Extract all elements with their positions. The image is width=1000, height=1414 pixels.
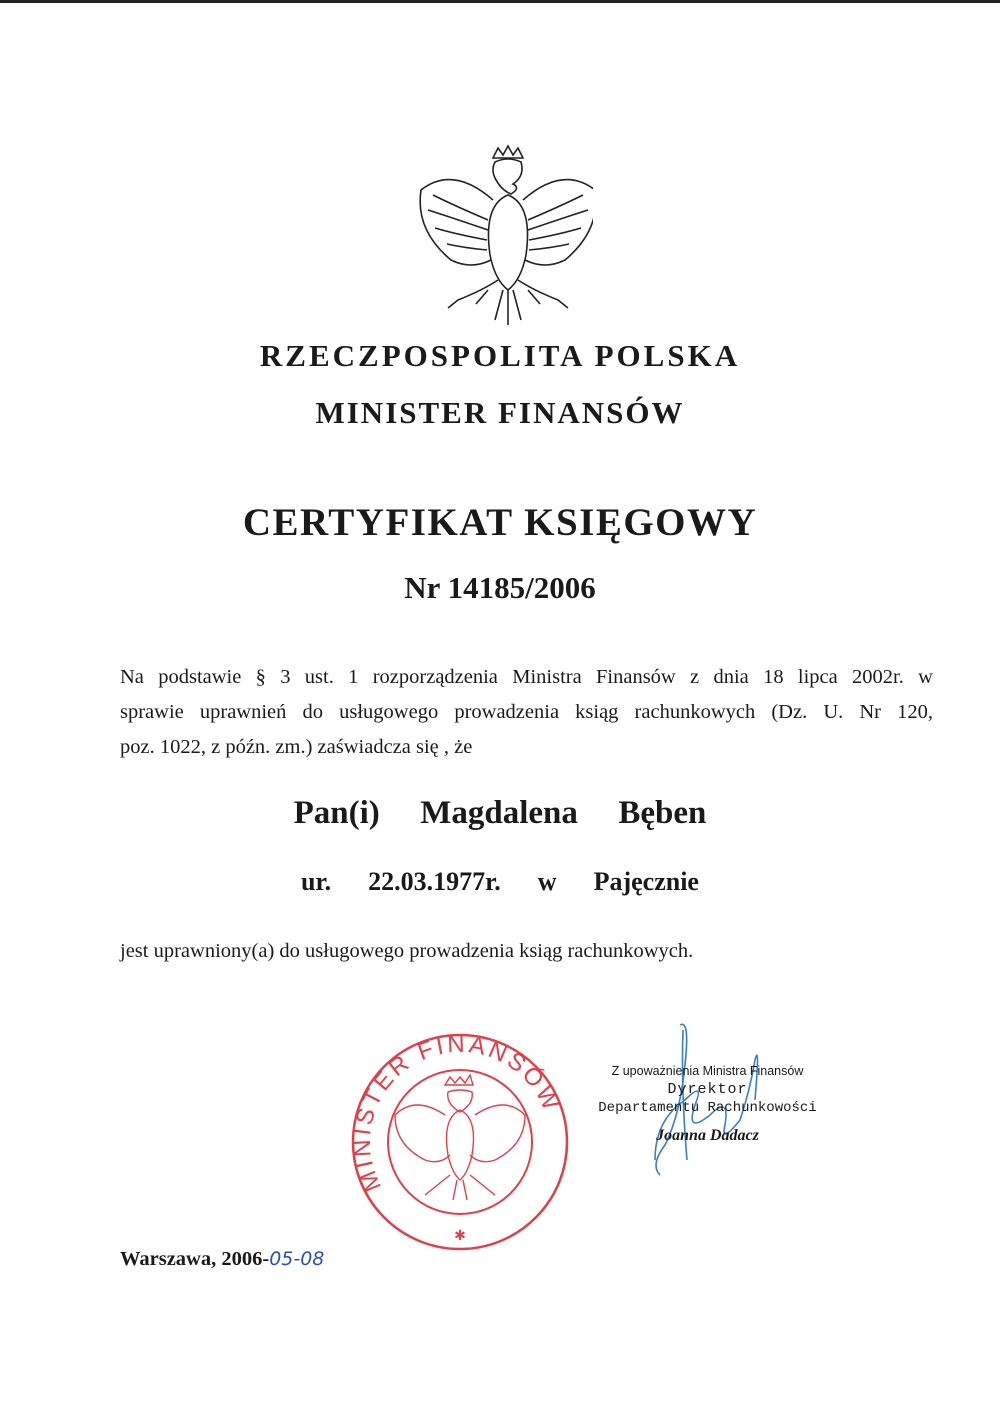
signer-position: Dyrektor: [667, 1081, 748, 1098]
signer-name: Joanna Dadacz: [656, 1127, 759, 1144]
date-handwritten: 05-08: [269, 1248, 325, 1270]
stamp-star-icon: ✱: [454, 1229, 466, 1244]
certificate-title: CERTYFIKAT KSIĘGOWY: [242, 501, 758, 544]
polish-eagle-emblem: [413, 140, 593, 330]
signature-block: [590, 1062, 825, 1146]
authority-heading: MINISTER FINANSÓW: [315, 395, 685, 430]
country-heading: RZECZPOSPOLITA POLSKA: [259, 338, 741, 373]
place-and-date: [120, 1248, 324, 1271]
top-border: [0, 0, 1000, 3]
stamp-text: MINISTER FINANSÓW: [348, 1030, 566, 1196]
authorization-text: Z upoważnienia Ministra Finansów: [611, 1064, 804, 1078]
place-date-printed: Warszawa, 2006-: [120, 1248, 270, 1270]
paragraph-line: sprawie uprawnień do usługowego prowadzenia ksiąg rachunkowych (Dz. U. Nr 120,: [120, 701, 933, 723]
paragraph-line: Na podstawie § 3 ust. 1 rozporządzenia Ministra Finansów z dnia 18 lipca 2002r. w: [120, 666, 933, 688]
holder-birth: ur. 22.03.1977r. w Pajęcznie: [301, 867, 699, 896]
paragraph-line: poz. 1022, z późn. zm.) zaświadcza się , że: [120, 736, 473, 758]
legal-basis-paragraph: [120, 660, 933, 765]
official-stamp: [345, 1030, 575, 1260]
signer-department: Departamentu Rachunkowości: [598, 1100, 817, 1116]
svg-text:MINISTER FINANSÓW: [349, 1031, 566, 1196]
conclusion-text: jest uprawniony(a) do usługowego prowadzenia ksiąg rachunkowych.: [120, 940, 694, 962]
certificate-number: Nr 14185/2006: [404, 570, 596, 605]
holder-name: Pan(i) Magdalena Bęben: [293, 795, 707, 831]
